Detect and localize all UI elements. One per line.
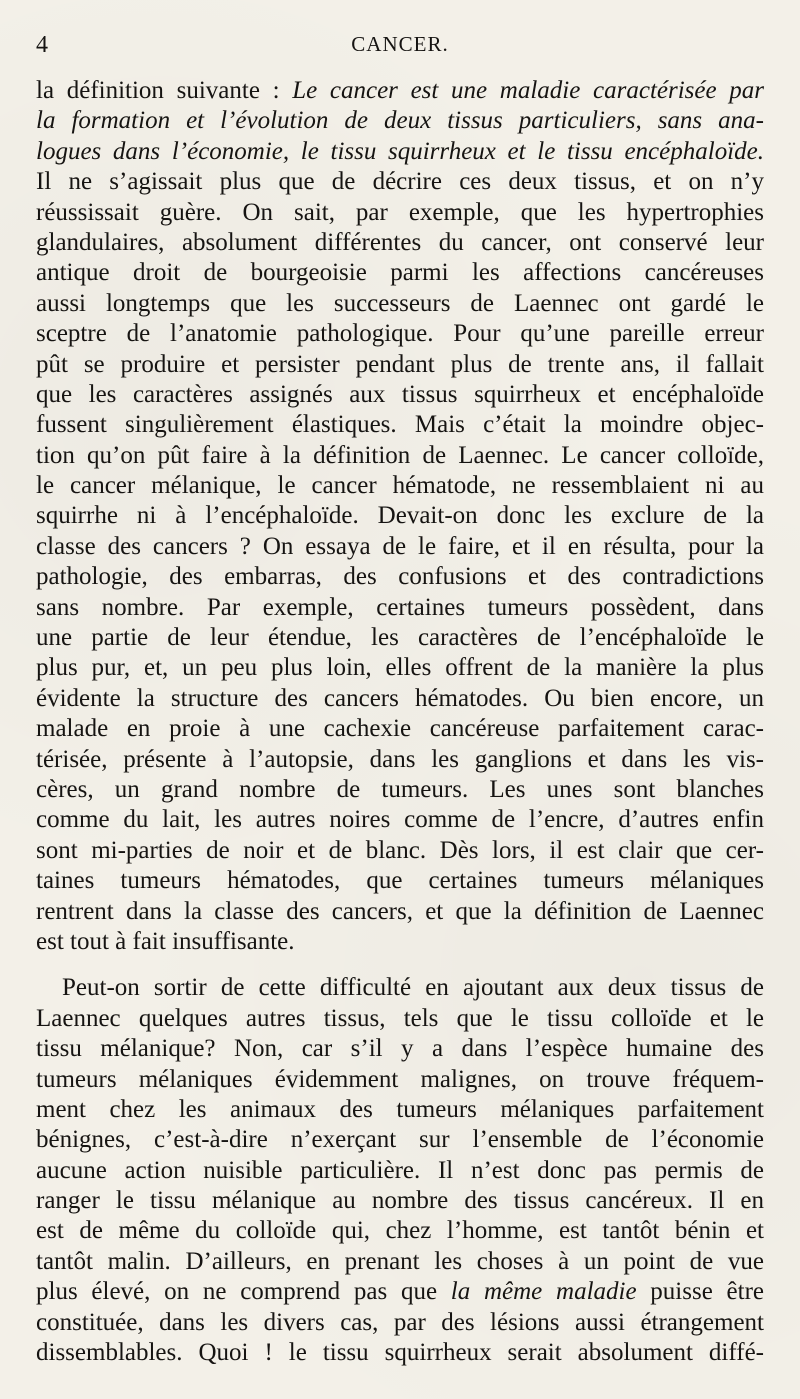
- text-segment: est de même du colloïde qui, chez l’homme, est tantôt bénin et: [36, 1217, 764, 1245]
- text-line: [36, 1277, 764, 1307]
- text-line: [36, 623, 764, 653]
- text-line: [36, 167, 764, 197]
- text-line: [36, 562, 764, 592]
- italic-text: logues dans l’économie, le tissu squirrheux et le tissu encéphaloïde.: [36, 137, 764, 165]
- text-line: [36, 350, 764, 380]
- text-segment: évidente la structure des cancers hématodes. Ou bien encore, un: [36, 684, 764, 712]
- text-line: [36, 1156, 764, 1186]
- text-line: [36, 1308, 764, 1338]
- text-segment: une partie de leur étendue, les caractères de l’encéphaloïde le: [36, 624, 764, 652]
- text-line: [36, 410, 764, 440]
- text-line: [36, 684, 764, 714]
- text-segment: tantôt malin. D’ailleurs, en prenant les choses à un point de vue: [36, 1247, 764, 1275]
- text-line: [36, 775, 764, 805]
- text-segment: fussent singulièrement élastiques. Mais c’était la moindre objec-: [36, 411, 764, 439]
- body-text: [36, 76, 764, 1368]
- text-segment: est tout à fait insuffisante.: [36, 927, 295, 955]
- text-segment: la définition suivante :: [36, 77, 293, 104]
- text-segment: cères, un grand nombre de tumeurs. Les unes sont blanches: [36, 775, 764, 803]
- text-line: [36, 501, 764, 531]
- text-line: [36, 1065, 764, 1095]
- text-segment: tissu mélanique? Non, car s’il y a dans l’espèce humaine des: [36, 1035, 764, 1063]
- text-segment: comme du lait, les autres noires comme de l’encre, d’autres enfin: [36, 806, 764, 834]
- text-segment: tion qu’on pût faire à la définition de Laennec. Le cancer colloïde,: [36, 441, 764, 469]
- text-line: [36, 1338, 764, 1368]
- text-line: [36, 714, 764, 744]
- running-title: CANCER.: [351, 32, 449, 56]
- text-segment: pathologie, des embarras, des confusions et des contradictions: [36, 563, 764, 591]
- text-segment: rentrent dans la classe des cancers, et que la définition de Laennec: [36, 897, 764, 925]
- text-segment: plus élevé, on ne comprend pas que: [36, 1278, 451, 1306]
- text-segment: constituée, dans les divers cas, par des lésions aussi étrangement: [36, 1308, 764, 1336]
- paragraph-gap: [36, 957, 764, 973]
- page-number: 4: [36, 32, 48, 58]
- text-line: [36, 836, 764, 866]
- text-segment: puisse être: [636, 1278, 764, 1306]
- paragraph: [36, 973, 764, 1368]
- text-segment: antique droit de bourgeoisie parmi les affections cancéreuses: [36, 259, 764, 287]
- text-segment: Il ne s’agissait plus que de décrire ces deux tissus, et on n’y: [36, 168, 764, 196]
- text-line: [36, 1216, 764, 1246]
- text-line: [36, 198, 764, 228]
- text-segment: dissemblables. Quoi ! le tissu squirrheux serait absolument diffé-: [36, 1339, 764, 1367]
- text-segment: le cancer mélanique, le cancer hématode, ne ressemblaient ni au: [36, 472, 764, 500]
- text-line: [36, 532, 764, 562]
- text-line: [36, 319, 764, 349]
- text-line: [36, 380, 764, 410]
- text-line: [36, 228, 764, 258]
- text-segment: plus pur, et, un peu plus loin, elles offrent de la manière la plus: [36, 654, 764, 682]
- text-line: [36, 137, 764, 167]
- text-segment: squirrhe ni à l’encéphaloïde. Devait-on donc les exclure de la: [36, 502, 764, 530]
- text-segment: que les caractères assignés aux tissus squirrheux et encéphaloïde: [36, 380, 764, 408]
- text-line: [36, 805, 764, 835]
- text-segment: aucune action nuisible particulière. Il n’est donc pas permis de: [36, 1156, 764, 1184]
- italic-text: la même maladie: [450, 1278, 637, 1306]
- text-segment: aussi longtemps que les successeurs de Laennec ont gardé le: [36, 289, 764, 317]
- text-line: [36, 593, 764, 623]
- text-segment: Laennec quelques autres tissus, tels que le tissu colloïde et le: [36, 1004, 764, 1032]
- text-segment: taines tumeurs hématodes, que certaines tumeurs mélaniques: [36, 867, 764, 895]
- text-line: [36, 1125, 764, 1155]
- text-line: [36, 106, 764, 136]
- paragraph: [36, 76, 764, 957]
- text-line: [36, 1247, 764, 1277]
- text-segment: tumeurs mélaniques évidemment malignes, on trouve fréquem-: [36, 1065, 764, 1093]
- text-line: [36, 1034, 764, 1064]
- text-line: [36, 1004, 764, 1034]
- text-segment: bénignes, c’est-à-dire n’exerçant sur l’ensemble de l’économie: [36, 1126, 764, 1154]
- italic-text: la formation et l’évolution de deux tissus particuliers, sans ana-: [36, 107, 764, 135]
- text-line: [36, 745, 764, 775]
- text-line: [36, 471, 764, 501]
- text-line: [36, 289, 764, 319]
- text-line: [36, 76, 764, 106]
- text-line: [36, 866, 764, 896]
- text-line: [36, 973, 764, 1003]
- text-line: [36, 1095, 764, 1125]
- text-segment: Peut-on sortir de cette difficulté en ajoutant aux deux tissus de: [62, 974, 764, 1002]
- page-header: [36, 32, 764, 60]
- text-segment: térisée, présente à l’autopsie, dans les ganglions et dans les vis-: [36, 745, 764, 773]
- text-line: [36, 1186, 764, 1216]
- text-segment: malade en proie à une cachexie cancéreuse parfaitement carac-: [36, 715, 764, 743]
- text-segment: sans nombre. Par exemple, certaines tumeurs possèdent, dans: [36, 593, 764, 621]
- text-segment: ment chez les animaux des tumeurs mélaniques parfaitement: [36, 1095, 764, 1123]
- text-line: [36, 927, 764, 957]
- text-line: [36, 897, 764, 927]
- text-segment: sont mi-parties de noir et de blanc. Dès lors, il est clair que cer-: [36, 836, 764, 864]
- text-line: [36, 653, 764, 683]
- text-segment: classe des cancers ? On essaya de le faire, et il en résulta, pour la: [36, 532, 764, 560]
- italic-text: Le cancer est une maladie caractérisée par: [292, 77, 764, 104]
- text-segment: pût se produire et persister pendant plus de trente ans, il fallait: [36, 350, 764, 378]
- text-segment: sceptre de l’anatomie pathologique. Pour qu’une pareille erreur: [36, 320, 764, 348]
- text-segment: glandulaires, absolument différentes du cancer, ont conservé leur: [36, 228, 764, 256]
- text-line: [36, 258, 764, 288]
- text-segment: ranger le tissu mélanique au nombre des tissus cancéreux. Il en: [36, 1187, 764, 1215]
- text-line: [36, 441, 764, 471]
- text-segment: réussissait guère. On sait, par exemple, que les hypertrophies: [36, 198, 764, 226]
